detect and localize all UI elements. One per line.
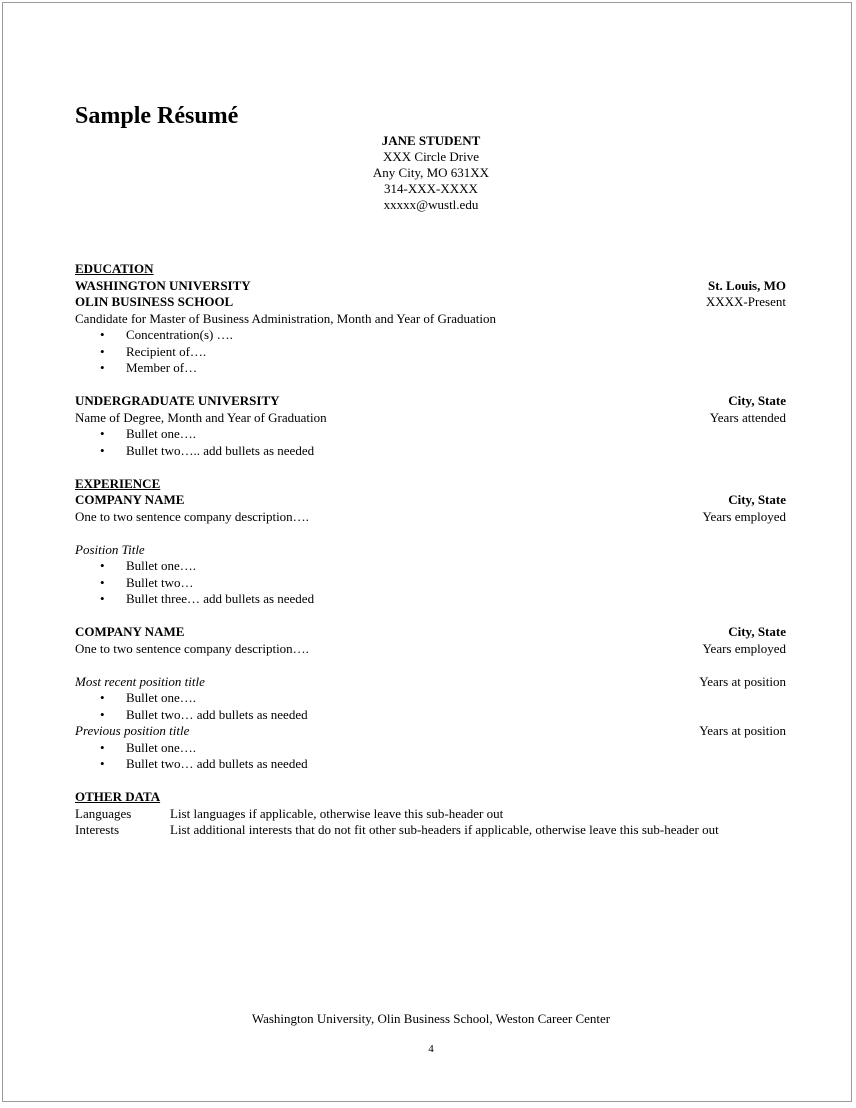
job1-desc-row bbox=[75, 509, 786, 526]
school1-sub: OLIN BUSINESS SCHOOL bbox=[75, 294, 234, 309]
candidate-name: JANE STUDENT bbox=[381, 133, 481, 148]
contact-block bbox=[3, 133, 856, 213]
job2-pos1-row bbox=[75, 674, 786, 691]
school2-degree-row bbox=[75, 410, 786, 427]
list-item: • Recipient of…. bbox=[75, 344, 786, 361]
job1-row bbox=[75, 492, 786, 509]
school2-row bbox=[75, 393, 786, 410]
interests-label: Interests bbox=[75, 822, 120, 837]
list-item: • Bullet one…. bbox=[75, 740, 786, 757]
street-address: XXX Circle Drive bbox=[382, 149, 480, 164]
school1-location: St. Louis, MO bbox=[707, 277, 786, 293]
education-heading: EDUCATION bbox=[75, 261, 154, 276]
list-item: • Bullet two….. add bullets as needed bbox=[75, 443, 786, 460]
list-item: • Bullet two… add bullets as needed bbox=[75, 707, 786, 724]
list-item: • Bullet one…. bbox=[75, 558, 786, 575]
job2-years: Years employed bbox=[702, 640, 786, 656]
job2-pos1-title: Most recent position title bbox=[75, 673, 205, 689]
interests-row bbox=[75, 822, 786, 839]
job2-pos1-years: Years at position bbox=[699, 673, 786, 689]
list-item: • Bullet two… bbox=[75, 575, 786, 592]
job2-pos2-row bbox=[75, 723, 786, 740]
job1-years: Years employed bbox=[702, 508, 786, 524]
job1-company: COMPANY NAME bbox=[75, 492, 185, 507]
list-item: • Bullet three… add bullets as needed bbox=[75, 591, 786, 608]
languages-row bbox=[75, 806, 786, 823]
phone-number: 314-XXX-XXXX bbox=[384, 181, 478, 196]
school2-degree: Name of Degree, Month and Year of Graduation bbox=[75, 409, 327, 425]
school1-bullets bbox=[75, 327, 786, 377]
school2-location: City, State bbox=[728, 393, 786, 408]
languages-label: Languages bbox=[75, 805, 132, 821]
other-data-heading: OTHER DATA bbox=[75, 789, 161, 804]
job1-bullets bbox=[75, 558, 786, 608]
city-state-zip: Any City, MO 631XX bbox=[372, 165, 490, 180]
experience-heading: EXPERIENCE bbox=[75, 475, 161, 491]
list-item: • Concentration(s) …. bbox=[75, 327, 786, 344]
email-address: xxxxx@wustl.edu bbox=[383, 197, 479, 212]
job2-pos2-bullets bbox=[75, 740, 786, 773]
job1-location: City, State bbox=[728, 492, 786, 507]
school1-row bbox=[75, 278, 786, 295]
job2-company: COMPANY NAME bbox=[75, 624, 185, 639]
school1-degree: Candidate for Master of Business Administration, Month and Year of Graduation bbox=[75, 310, 496, 326]
resume-body bbox=[75, 261, 786, 839]
school2-dates: Years attended bbox=[709, 409, 786, 425]
job1-desc: One to two sentence company description…. bbox=[75, 508, 309, 524]
school2-name: UNDERGRADUATE UNIVERSITY bbox=[75, 393, 280, 408]
school1-dates: XXXX-Present bbox=[705, 294, 786, 309]
languages-value: List languages if applicable, otherwise leave this sub-header out bbox=[170, 805, 504, 821]
job2-pos1-bullets bbox=[75, 690, 786, 723]
job2-row bbox=[75, 624, 786, 641]
interests-value: List additional interests that do not fit other sub-headers if applicable, otherwise leave this sub-header out bbox=[170, 822, 719, 837]
page-title: Sample Résumé bbox=[75, 103, 239, 129]
school1-name: WASHINGTON UNIVERSITY bbox=[75, 277, 251, 293]
job2-location: City, State bbox=[728, 624, 786, 639]
job2-desc-row bbox=[75, 641, 786, 658]
job2-desc: One to two sentence company description…. bbox=[75, 640, 309, 656]
document-page bbox=[2, 2, 852, 1102]
school2-bullets bbox=[75, 426, 786, 459]
school1-sub-row bbox=[75, 294, 786, 311]
list-item: • Member of… bbox=[75, 360, 786, 377]
list-item: • Bullet one…. bbox=[75, 426, 786, 443]
list-item: • Bullet one…. bbox=[75, 690, 786, 707]
job2-pos2-years: Years at position bbox=[699, 723, 786, 738]
page-footer: Washington University, Olin Business School, Weston Career Center bbox=[251, 1011, 611, 1026]
page-number: 4 bbox=[428, 1043, 434, 1055]
list-item: • Bullet two… add bullets as needed bbox=[75, 756, 786, 773]
job2-pos2-title: Previous position title bbox=[75, 723, 190, 738]
job1-position: Position Title bbox=[75, 541, 145, 557]
